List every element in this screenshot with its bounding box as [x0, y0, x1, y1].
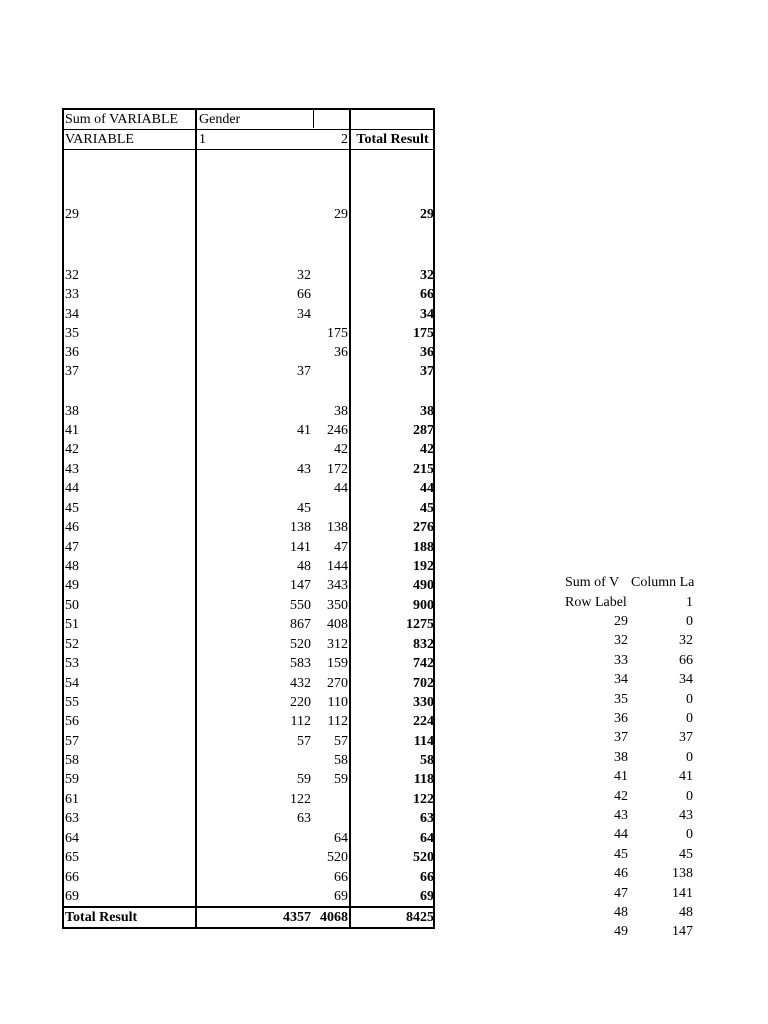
row-label[interactable]: 63: [65, 811, 79, 826]
gender-1-value[interactable]: 141: [290, 540, 311, 555]
secondary-row-value[interactable]: 0: [686, 788, 693, 804]
table-row: [64, 479, 433, 498]
secondary-pivot-table: [562, 573, 768, 953]
row-label[interactable]: 66: [65, 870, 79, 885]
secondary-table-row: [562, 631, 768, 650]
row-label[interactable]: 36: [65, 345, 79, 360]
secondary-table-row: [562, 748, 768, 767]
table-row: [64, 557, 433, 576]
row-label[interactable]: 59: [65, 772, 79, 787]
secondary-row-value[interactable]: 37: [679, 730, 693, 746]
secondary-table-row: [562, 806, 768, 825]
gender-1-value[interactable]: 112: [290, 714, 311, 729]
row-total-value[interactable]: 38: [420, 404, 434, 419]
secondary-row-value[interactable]: 45: [679, 846, 693, 862]
row-label[interactable]: 37: [65, 364, 79, 379]
secondary-row-label[interactable]: 37: [614, 730, 628, 746]
secondary-row-value[interactable]: 147: [672, 924, 693, 940]
secondary-table-row: [562, 787, 768, 806]
table-row: [64, 615, 433, 634]
secondary-row-value[interactable]: 0: [686, 749, 693, 765]
column-header-total[interactable]: Total Result: [356, 132, 429, 147]
table-row: [64, 848, 433, 867]
table-row: [64, 576, 433, 595]
secondary-row-labels[interactable]: Row Label: [565, 595, 627, 610]
row-total-value[interactable]: 276: [413, 520, 434, 535]
row-total-value[interactable]: 36: [420, 345, 434, 360]
gender-1-value[interactable]: 63: [297, 811, 311, 826]
secondary-table-row: [562, 670, 768, 689]
gender-2-value[interactable]: 159: [327, 656, 348, 671]
secondary-row-label[interactable]: 36: [614, 711, 628, 726]
secondary-row-label[interactable]: 47: [614, 885, 628, 901]
gender-1-value[interactable]: 48: [297, 559, 311, 574]
grand-total-gender-2[interactable]: 4068: [320, 910, 348, 925]
row-total-value[interactable]: 1275: [406, 617, 434, 632]
secondary-table-row: [562, 651, 768, 670]
table-row: [64, 285, 433, 304]
gender-1-value[interactable]: 583: [290, 656, 311, 671]
gender-2-value[interactable]: 246: [327, 423, 348, 438]
secondary-header-row: [562, 573, 768, 592]
row-total-value[interactable]: 66: [420, 287, 434, 302]
table-row: [64, 770, 433, 789]
gender-2-value[interactable]: 175: [327, 326, 348, 341]
row-label[interactable]: 51: [65, 617, 79, 632]
row-total-value[interactable]: 114: [413, 734, 434, 749]
row-total-value[interactable]: 29: [420, 207, 434, 222]
table-row: [64, 868, 433, 887]
secondary-table-row: [562, 709, 768, 728]
gender-1-value[interactable]: 57: [297, 734, 311, 749]
row-label[interactable]: 45: [65, 501, 79, 516]
secondary-row-label[interactable]: 46: [614, 866, 628, 882]
row-total-value[interactable]: 490: [413, 578, 434, 593]
secondary-row-value[interactable]: 0: [686, 827, 693, 843]
secondary-row-label[interactable]: 34: [614, 672, 628, 688]
secondary-row-label[interactable]: 48: [614, 905, 628, 920]
row-label[interactable]: 50: [65, 598, 79, 613]
gender-2-value[interactable]: 38: [334, 404, 348, 419]
gender-2-value[interactable]: 350: [327, 598, 348, 613]
table-row: [64, 809, 433, 828]
secondary-subheader-row: [562, 593, 768, 612]
gender-2-value[interactable]: 144: [327, 559, 348, 574]
row-total-value[interactable]: 118: [413, 772, 434, 787]
secondary-row-label[interactable]: 32: [614, 633, 628, 649]
secondary-row-label[interactable]: 38: [614, 749, 628, 765]
row-label[interactable]: 41: [65, 423, 79, 438]
row-total-value[interactable]: 42: [420, 442, 434, 457]
table-row: [64, 596, 433, 615]
table-row: [64, 635, 433, 654]
secondary-column-labels[interactable]: Column La: [631, 575, 695, 590]
secondary-row-value[interactable]: 43: [679, 808, 693, 823]
gender-2-value[interactable]: 69: [334, 889, 348, 904]
row-label[interactable]: 33: [65, 287, 79, 302]
secondary-row-label[interactable]: 42: [614, 788, 628, 804]
row-label[interactable]: 65: [65, 850, 79, 865]
pivot-header-row: [64, 110, 433, 130]
gender-2-value[interactable]: 29: [334, 207, 348, 222]
row-label[interactable]: 48: [65, 559, 79, 574]
table-row: [64, 440, 433, 459]
table-row: [64, 712, 433, 731]
gender-1-value[interactable]: 147: [290, 578, 311, 593]
gender-2-value[interactable]: 58: [334, 753, 348, 768]
pivot-corner-label[interactable]: Sum of VARIABLE: [65, 112, 179, 127]
row-total-value[interactable]: 69: [420, 889, 434, 904]
secondary-row-value[interactable]: 138: [672, 866, 693, 882]
row-total-value[interactable]: 32: [420, 268, 434, 283]
row-label[interactable]: 43: [65, 462, 79, 477]
row-label[interactable]: 69: [65, 889, 79, 904]
grand-total-row: [64, 906, 433, 927]
secondary-table-row: [562, 845, 768, 864]
secondary-table-row: [562, 922, 768, 941]
secondary-row-label[interactable]: 49: [614, 924, 628, 940]
table-row: [64, 538, 433, 557]
secondary-row-value[interactable]: 41: [679, 769, 693, 785]
gender-1-value[interactable]: 550: [290, 598, 311, 613]
secondary-row-label[interactable]: 35: [614, 691, 628, 707]
secondary-row-label[interactable]: 45: [614, 846, 628, 862]
table-row: [64, 324, 433, 343]
gender-2-value[interactable]: 57: [334, 734, 348, 749]
table-row: [64, 343, 433, 362]
grand-total-gender-1[interactable]: 4357: [283, 910, 311, 925]
gender-2-value[interactable]: 47: [334, 540, 348, 555]
table-row: [64, 421, 433, 440]
row-label[interactable]: 56: [65, 714, 79, 729]
secondary-table-row: [562, 728, 768, 747]
row-label[interactable]: 29: [65, 207, 79, 222]
row-total-value[interactable]: 37: [420, 364, 434, 379]
row-total-value[interactable]: 742: [413, 656, 434, 671]
row-total-value[interactable]: 63: [420, 811, 434, 826]
gender-1-value[interactable]: 32: [297, 268, 311, 283]
gender-1-value[interactable]: 43: [297, 462, 311, 477]
table-row: [64, 674, 433, 693]
row-label[interactable]: 32: [65, 268, 79, 283]
gender-1-value[interactable]: 867: [290, 617, 311, 632]
row-label[interactable]: 49: [65, 578, 79, 593]
secondary-row-value[interactable]: 66: [679, 652, 693, 668]
secondary-row-label[interactable]: 29: [614, 614, 628, 629]
column-header-1[interactable]: 1: [199, 132, 206, 147]
secondary-table-row: [562, 767, 768, 786]
pivot-column-header-row: [64, 130, 433, 150]
gender-1-value[interactable]: 520: [290, 637, 311, 652]
row-total-value[interactable]: 44: [420, 481, 434, 496]
row-total-value[interactable]: 900: [413, 598, 434, 613]
gender-2-value[interactable]: 36: [334, 345, 348, 360]
row-total-value[interactable]: 64: [420, 831, 434, 846]
secondary-table-row: [562, 864, 768, 883]
secondary-table-row: [562, 612, 768, 631]
row-label[interactable]: 58: [65, 753, 79, 768]
gender-2-value[interactable]: 44: [334, 481, 348, 496]
gender-2-value[interactable]: 520: [327, 850, 348, 865]
row-label[interactable]: 35: [65, 326, 79, 341]
gender-1-value[interactable]: 432: [290, 676, 311, 691]
gender-2-value[interactable]: 112: [327, 714, 348, 729]
pivot-body: [64, 150, 433, 906]
row-total-value[interactable]: 215: [413, 462, 434, 477]
row-total-value[interactable]: 188: [413, 540, 434, 555]
gender-1-value[interactable]: 59: [297, 772, 311, 787]
gender-2-value[interactable]: 312: [327, 637, 348, 652]
gender-2-value[interactable]: 172: [327, 462, 348, 477]
row-label[interactable]: 55: [65, 695, 79, 710]
secondary-row-label[interactable]: 41: [614, 769, 628, 785]
table-row: [64, 205, 433, 224]
row-total-value[interactable]: 34: [420, 307, 434, 322]
secondary-table-row: [562, 884, 768, 903]
row-label[interactable]: 38: [65, 404, 79, 419]
row-label[interactable]: 44: [65, 481, 79, 496]
row-label[interactable]: 52: [65, 637, 79, 652]
table-row: [64, 790, 433, 809]
gender-2-value[interactable]: 343: [327, 578, 348, 593]
column-field-label[interactable]: Gender: [199, 112, 241, 127]
secondary-table-row: [562, 690, 768, 709]
secondary-corner-label[interactable]: Sum of V: [565, 575, 620, 590]
table-row: [64, 751, 433, 770]
table-row: [64, 305, 433, 324]
secondary-row-value[interactable]: 32: [679, 633, 693, 649]
table-row: [64, 362, 433, 381]
gender-2-value[interactable]: 66: [334, 870, 348, 885]
row-total-value[interactable]: 330: [413, 695, 434, 710]
row-total-value[interactable]: 66: [420, 870, 434, 885]
row-total-value[interactable]: 702: [413, 676, 434, 691]
gender-1-value[interactable]: 138: [290, 520, 311, 535]
secondary-row-value[interactable]: 0: [686, 614, 693, 629]
row-total-value[interactable]: 58: [420, 753, 434, 768]
row-total-value[interactable]: 224: [413, 714, 434, 729]
table-row: [64, 499, 433, 518]
secondary-row-value[interactable]: 0: [686, 691, 693, 707]
gender-1-value[interactable]: 41: [297, 423, 311, 438]
row-total-value[interactable]: 175: [413, 326, 434, 341]
secondary-row-label[interactable]: 44: [614, 827, 628, 843]
row-total-value[interactable]: 192: [413, 559, 434, 574]
secondary-row-label[interactable]: 43: [614, 808, 628, 823]
gender-2-value[interactable]: 42: [334, 442, 348, 457]
grand-total-value[interactable]: 8425: [406, 910, 434, 925]
table-row: [64, 887, 433, 906]
table-row: [64, 732, 433, 751]
row-label[interactable]: 53: [65, 656, 79, 671]
secondary-table-row: [562, 903, 768, 922]
column-header-2[interactable]: 2: [341, 132, 348, 147]
table-row: [64, 460, 433, 479]
gender-1-value[interactable]: 220: [290, 695, 311, 710]
gender-2-value[interactable]: 270: [327, 676, 348, 691]
table-row: [64, 829, 433, 848]
row-label[interactable]: 46: [65, 520, 79, 535]
row-label[interactable]: 34: [65, 307, 79, 322]
row-total-value[interactable]: 520: [413, 850, 434, 865]
secondary-column-header-1[interactable]: 1: [686, 595, 693, 610]
gender-1-value[interactable]: 122: [290, 792, 311, 807]
gender-1-value[interactable]: 34: [297, 307, 311, 322]
row-label[interactable]: 57: [65, 734, 79, 749]
table-row: [64, 266, 433, 285]
secondary-row-value[interactable]: 48: [679, 905, 693, 920]
gender-1-value[interactable]: 37: [297, 364, 311, 379]
gender-2-value[interactable]: 408: [327, 617, 348, 632]
row-label[interactable]: 54: [65, 676, 79, 691]
row-label[interactable]: 42: [65, 442, 79, 457]
row-total-value[interactable]: 287: [413, 423, 434, 438]
row-label[interactable]: 64: [65, 831, 79, 846]
gender-2-value[interactable]: 64: [334, 831, 348, 846]
secondary-row-value[interactable]: 0: [686, 711, 693, 726]
row-label[interactable]: 47: [65, 540, 79, 555]
secondary-row-value[interactable]: 34: [679, 672, 693, 688]
secondary-row-label[interactable]: 33: [614, 652, 628, 668]
row-label[interactable]: 61: [65, 792, 79, 807]
gender-1-value[interactable]: 45: [297, 501, 311, 516]
secondary-table-row: [562, 825, 768, 844]
pivot-table: [62, 108, 435, 929]
row-total-value[interactable]: 122: [413, 792, 434, 807]
row-total-value[interactable]: 832: [413, 637, 434, 652]
gender-1-value[interactable]: 66: [297, 287, 311, 302]
secondary-row-value[interactable]: 141: [672, 885, 693, 901]
table-row: [64, 402, 433, 421]
row-total-value[interactable]: 45: [420, 501, 434, 516]
table-row: [64, 518, 433, 537]
grand-total-label[interactable]: Total Result: [65, 910, 138, 925]
table-row: [64, 654, 433, 673]
row-field-label[interactable]: VARIABLE: [65, 132, 134, 147]
gender-2-value[interactable]: 110: [327, 695, 348, 710]
gender-2-value[interactable]: 138: [327, 520, 348, 535]
gender-2-value[interactable]: 59: [334, 772, 348, 787]
table-row: [64, 693, 433, 712]
